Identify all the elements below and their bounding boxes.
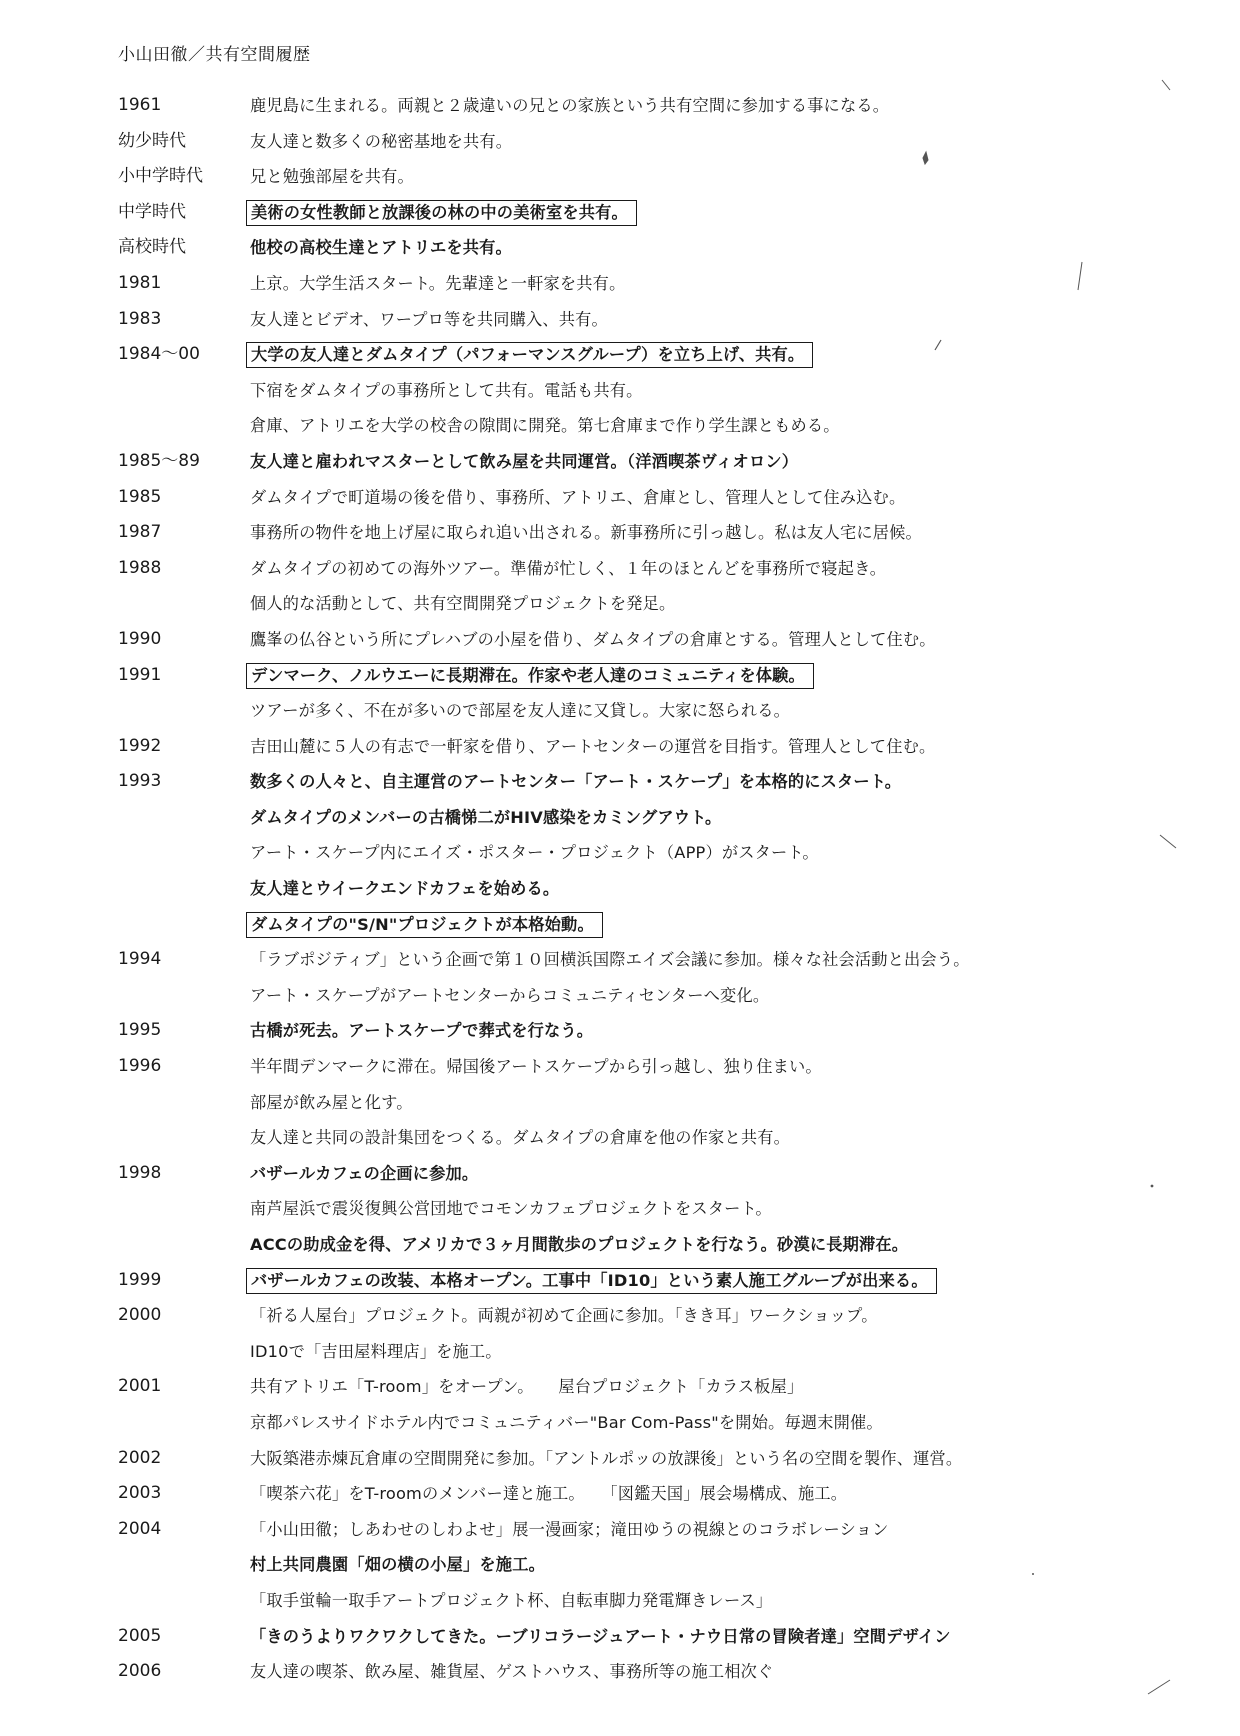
history-list [118, 88, 1178, 1690]
history-entry: 他校の高校生達とアトリエを共有。 [250, 238, 512, 258]
history-row [118, 1085, 1178, 1121]
history-row [118, 1654, 1178, 1690]
history-entry: 「喫茶六花」をT-roomのメンバー達と施工。 「図鑑天国」展会場構成、施工。 [250, 1484, 848, 1504]
history-entry-boxed: 美術の女性教師と放課後の林の中の美術室を共有。 [246, 200, 637, 226]
history-entry-boxed: デンマーク、ノルウエーに長期滞在。作家や老人達のコミュニティを体験。 [246, 663, 814, 689]
history-row [118, 408, 1178, 444]
history-entry: アート・スケープ内にエイズ・ポスター・プロジェクト（APP）がスタート。 [250, 843, 819, 863]
history-entry: アート・スケープがアートセンターからコミュニティセンターへ変化。 [250, 985, 770, 1005]
history-entry: 友人達と共同の設計集団をつくる。ダムタイプの倉庫を他の作家と共有。 [250, 1128, 790, 1148]
history-row [118, 622, 1178, 658]
history-year: 小中学時代 [118, 166, 203, 187]
history-entry: 下宿をダムタイプの事務所として共有。電話も共有。 [250, 380, 643, 400]
history-row [118, 159, 1178, 195]
history-entry: 共有アトリエ「T-room」をオープン。 屋台プロジェクト「カラス板屋」 [250, 1377, 804, 1397]
history-row [118, 1369, 1178, 1405]
history-year: 1983 [118, 308, 162, 329]
history-row [118, 1013, 1178, 1049]
history-entry: 鷹峯の仏谷という所にプレハブの小屋を借り、ダムタイプの倉庫とする。管理人として住む。 [250, 629, 936, 649]
history-entry: ダムタイプで町道場の後を借り、事務所、アトリエ、倉庫とし、管理人として住み込む。 [250, 487, 906, 507]
history-row [118, 1405, 1178, 1441]
history-year: 2001 [118, 1376, 162, 1397]
history-year: 1995 [118, 1020, 162, 1041]
history-row [118, 551, 1178, 587]
history-row [118, 1619, 1178, 1655]
history-row [118, 1191, 1178, 1227]
history-entry: 部屋が飲み屋と化す。 [250, 1092, 413, 1112]
history-row [118, 1156, 1178, 1192]
history-row [118, 978, 1178, 1014]
history-entry: ダムタイプの初めての海外ツアー。準備が忙しく、１年のほとんどを事務所で寝起き。 [250, 558, 887, 578]
history-year: 1996 [118, 1056, 162, 1077]
history-row [118, 195, 1178, 231]
history-entry: 「祈る人屋台」プロジェクト。両親が初めて企画に参加。「きき耳」ワークショップ。 [250, 1306, 878, 1326]
history-year: 1998 [118, 1162, 162, 1183]
history-entry: 倉庫、アトリエを大学の校舎の隙間に開発。第七倉庫まで作り学生課ともめる。 [250, 416, 840, 436]
history-row [118, 693, 1178, 729]
history-entry: 京都パレスサイドホテル内でコミュニティバー"Bar Com-Pass"を開始。毎週末開催。 [250, 1412, 883, 1432]
history-entry: 南芦屋浜で震災復興公営団地でコモンカフェプロジェクトをスタート。 [250, 1199, 772, 1219]
history-year: 1981 [118, 272, 162, 293]
history-row [118, 835, 1178, 871]
history-year: 1991 [118, 664, 162, 685]
history-row [118, 1476, 1178, 1512]
history-entry: 村上共同農園「畑の横の小屋」を施工。 [250, 1555, 545, 1575]
history-row [118, 444, 1178, 480]
history-year: 2006 [118, 1661, 162, 1682]
history-row [118, 88, 1178, 124]
history-entry: 友人達と雇われマスターとして飲み屋を共同運営。（洋酒喫茶ヴィオロン） [250, 451, 799, 471]
history-entry: 友人達とビデオ、ワープロ等を共同購入、共有。 [250, 309, 608, 329]
history-entry: バザールカフェの企画に参加。 [250, 1163, 479, 1183]
history-entry: 「きのうよりワクワクしてきた。ーブリコラージュアート・ナウ日常の冒険者達」空間デザイン [250, 1626, 951, 1646]
history-row [118, 1049, 1178, 1085]
history-year: 2003 [118, 1483, 162, 1504]
history-row [118, 658, 1178, 694]
document-title: 小山田徹／共有空間履歴 [118, 45, 311, 65]
history-entry: 兄と勉強部屋を共有。 [250, 167, 414, 187]
history-row [118, 337, 1178, 373]
history-row [118, 586, 1178, 622]
history-year: 2000 [118, 1305, 162, 1326]
history-year: 1994 [118, 949, 162, 970]
history-entry: ダムタイプのメンバーの古橋悌二がHIV感染をカミングアウト。 [250, 807, 722, 827]
history-entry: 半年間デンマークに滞在。帰国後アートスケープから引っ越し、独り住まい。 [250, 1057, 822, 1077]
history-entry: 事務所の物件を地上げ屋に取られ追い出される。新事務所に引っ越し。私は友人宅に居候。 [250, 523, 922, 543]
history-row [118, 764, 1178, 800]
history-year: 中学時代 [118, 201, 186, 222]
history-entry: ツアーが多く、不在が多いので部屋を友人達に又貸し。大家に怒られる。 [250, 701, 790, 721]
history-entry: 大阪築港赤煉瓦倉庫の空間開発に参加。「アントルポッの放課後」という名の空間を製作、運営。 [250, 1448, 963, 1468]
history-year: 2002 [118, 1447, 162, 1468]
history-row [118, 942, 1178, 978]
history-year: 1961 [118, 95, 162, 115]
history-year: 1985 [118, 486, 162, 507]
history-entry: 個人的な活動として、共有空間開発プロジェクトを発足。 [250, 594, 676, 614]
history-entry: 「小山田徹；しあわせのしわよせ」展一漫画家；滝田ゆうの視線とのコラボレーション [250, 1519, 889, 1539]
history-row [118, 1441, 1178, 1477]
history-year: 1999 [118, 1269, 162, 1290]
history-row [118, 729, 1178, 765]
history-year: 1993 [118, 771, 162, 792]
history-row [118, 800, 1178, 836]
history-year: 1990 [118, 628, 162, 649]
history-row [118, 480, 1178, 516]
history-row [118, 871, 1178, 907]
history-row [118, 1512, 1178, 1548]
history-entry: ID10で「吉田屋料理店」を施工。 [250, 1341, 502, 1361]
history-row [118, 1227, 1178, 1263]
history-entry: 友人達とウイークエンドカフェを始める。 [250, 879, 560, 899]
history-row [118, 1583, 1178, 1619]
history-year: 2005 [118, 1625, 162, 1646]
history-row [118, 1298, 1178, 1334]
history-year: 2004 [118, 1518, 162, 1539]
history-year: 幼少時代 [118, 130, 186, 151]
history-entry: 「ラブポジティブ」という企画で第１０回横浜国際エイズ会議に参加。様々な社会活動と出会う。 [250, 950, 970, 970]
history-entry: 数多くの人々と、自主運営のアートセンター「アート・スケープ」を本格的にスタート。 [250, 772, 902, 792]
history-row [118, 1334, 1178, 1370]
history-entry-boxed: バザールカフェの改装、本格オープン。工事中「ID10」という素人施工グループが出来る。 [246, 1268, 937, 1294]
history-entry: 古橋が死去。アートスケープで葬式を行なう。 [250, 1021, 594, 1041]
history-row [118, 1263, 1178, 1299]
history-row [118, 124, 1178, 160]
history-entry: 吉田山麓に５人の有志で一軒家を借り、アートセンターの運営を目指す。管理人として住む。 [250, 736, 936, 756]
history-entry: 「取手蛍輪一取手アートプロジェクト杯、自転車脚力発電輝きレース」 [250, 1590, 773, 1610]
history-entry-boxed: ダムタイプの"S/N"プロジェクトが本格始動。 [246, 912, 603, 938]
history-row [118, 373, 1178, 409]
history-entry: 友人達の喫茶、飲み屋、雑貨屋、ゲストハウス、事務所等の施工相次ぐ [250, 1662, 774, 1682]
history-year: 1992 [118, 735, 162, 756]
history-year: 1984〜00 [118, 344, 200, 365]
history-year: 1985〜89 [118, 450, 200, 471]
history-entry: ACCの助成金を得、アメリカで３ヶ月間散歩のプロジェクトを行なう。砂漠に長期滞在。 [250, 1235, 909, 1254]
history-year: 高校時代 [118, 237, 186, 258]
history-row [118, 907, 1178, 943]
history-row [118, 266, 1178, 302]
history-entry: 鹿児島に生まれる。両親と２歳違いの兄との家族という共有空間に参加する事になる。 [250, 96, 890, 115]
history-row [118, 1120, 1178, 1156]
history-entry: 友人達と数多くの秘密基地を共有。 [250, 131, 513, 151]
history-row [118, 302, 1178, 338]
history-row [118, 1547, 1178, 1583]
history-row [118, 515, 1178, 551]
history-entry-boxed: 大学の友人達とダムタイプ（パフォーマンスグループ）を立ち上げ、共有。 [246, 342, 813, 368]
history-year: 1988 [118, 557, 162, 578]
history-year: 1987 [118, 522, 162, 543]
history-entry: 上京。大学生活スタート。先輩達と一軒家を共有。 [250, 273, 626, 293]
history-row [118, 230, 1178, 266]
